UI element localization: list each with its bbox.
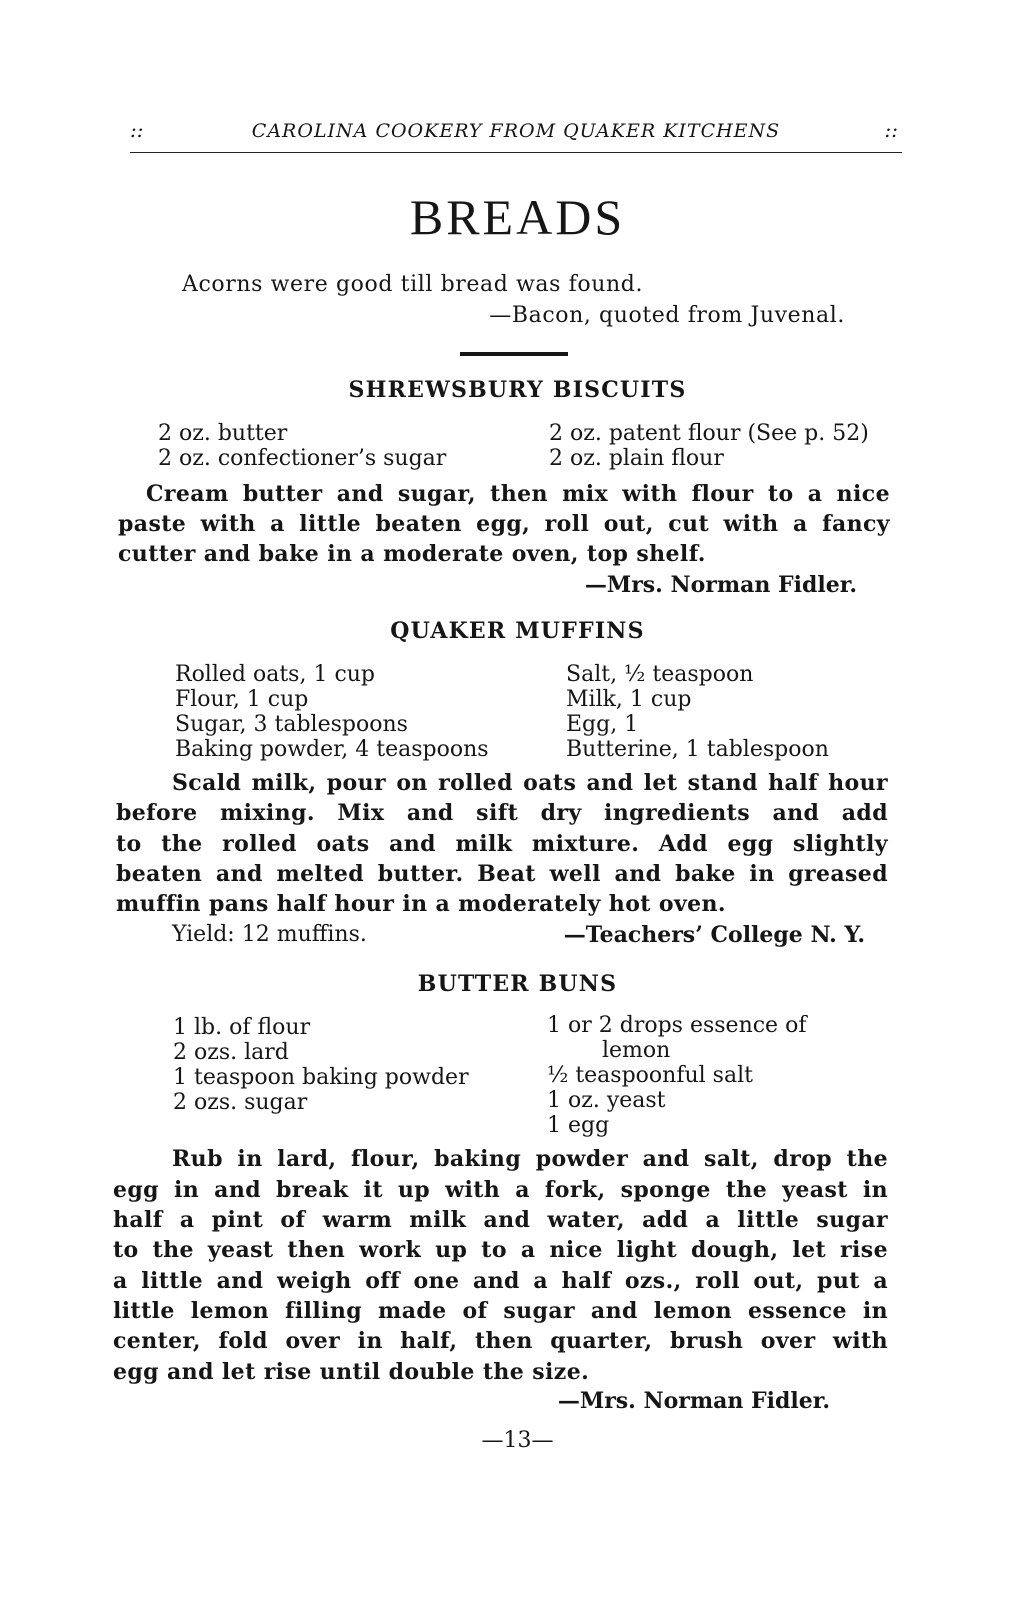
ingredient-item: ½ teaspoonful salt [547,1063,753,1088]
method-line: little lemon filling made of sugar and lemon essence in [113,1298,888,1324]
chapter-title: BREADS [409,189,626,245]
method-line: a little and weigh off one and a half ozs., roll out, put a [113,1268,888,1294]
ingredient-item: Baking powder, 4 teaspoons [175,737,489,762]
running-head-left-mark: :: [130,118,144,142]
recipe-title-shrewsbury-biscuits: SHREWSBURY BISCUITS [348,377,687,403]
ingredient-item: 1 teaspoon baking powder [173,1065,469,1090]
ingredient-item: Rolled oats, 1 cup [175,662,376,687]
epigraph-line: Acorns were good till bread was found. [182,272,644,297]
ingredient-item: 2 oz. butter [158,421,288,446]
ingredient-item: Sugar, 3 tablespoons [175,712,408,737]
ingredient-item: 1 or 2 drops essence of [547,1013,807,1038]
recipe-attribution: —Mrs. Norman Fidler. [584,572,857,598]
method-line: Scald milk, pour on rolled oats and let stand half hour [172,770,888,796]
recipe-title-butter-buns: BUTTER BUNS [417,971,618,997]
recipe-attribution: —Teachers’ College N. Y. [563,922,865,948]
method-line: to the rolled oats and milk mixture. Add egg slightly [116,831,888,857]
running-head-title: CAROLINA COOKERY FROM QUAKER KITCHENS [251,120,781,142]
recipe-title-quaker-muffins: QUAKER MUFFINS [390,618,645,644]
ingredient-item: 2 oz. plain flour [549,446,724,471]
ingredient-item: 2 ozs. sugar [173,1090,308,1115]
ingredient-list-left [175,662,489,762]
ingredient-item: Egg, 1 [566,712,639,737]
ingredient-item: Milk, 1 cup [566,687,692,712]
page-number: —13— [481,1428,554,1453]
ingredient-item: 2 oz. confectioner’s sugar [158,446,447,471]
ingredient-list-right [547,1013,806,1138]
ingredient-item: 1 egg [547,1113,610,1138]
method-line: half a pint of warm milk and water, add a little sugar [113,1207,888,1233]
method-line: Rub in lard, flour, baking powder and salt, drop the [172,1146,888,1172]
epigraph-attribution: —Bacon, quoted from Juvenal. [489,303,845,328]
method-line: cutter and bake in a moderate oven, top shelf. [118,541,706,567]
ingredient-item: Salt, ½ teaspoon [566,662,754,687]
ingredient-item: 1 lb. of flour [173,1015,311,1040]
section-divider [460,352,568,356]
ingredient-item: Butterine, 1 tablespoon [566,737,829,762]
method-line: beaten and melted butter. Beat well and bake in greased [116,861,888,887]
ingredient-item: Flour, 1 cup [175,687,309,712]
method-line: before mixing. Mix and sift dry ingredients and add [116,800,888,826]
ingredient-item: 2 oz. patent flour (See p. 52) [549,421,869,446]
recipe-yield: Yield: 12 muffins. [172,922,367,947]
method-line: Cream butter and sugar, then mix with flour to a nice [146,481,890,507]
method-line: paste with a little beaten egg, roll out, cut with a fancy [118,511,890,537]
ingredient-list-right [549,421,869,471]
ingredient-item: lemon [602,1038,671,1063]
recipe-attribution: —Mrs. Norman Fidler. [557,1388,830,1414]
ingredient-item: 1 oz. yeast [547,1088,666,1113]
method-line: egg and let rise until double the size. [113,1359,590,1385]
ingredient-list-right [566,662,829,762]
ingredient-list-left [158,421,446,471]
ingredient-list-left [173,1015,469,1115]
running-head [130,118,902,153]
method-line: muffin pans half hour in a moderately hot oven. [116,891,726,917]
ingredient-item: 2 ozs. lard [173,1040,289,1065]
method-line: center, fold over in half, then quarter, brush over with [113,1328,888,1354]
method-line: to the yeast then work up to a nice light dough, let rise [113,1237,888,1263]
method-line: egg in and break it up with a fork, sponge the yeast in [113,1177,888,1203]
running-head-right-mark: :: [884,118,898,142]
